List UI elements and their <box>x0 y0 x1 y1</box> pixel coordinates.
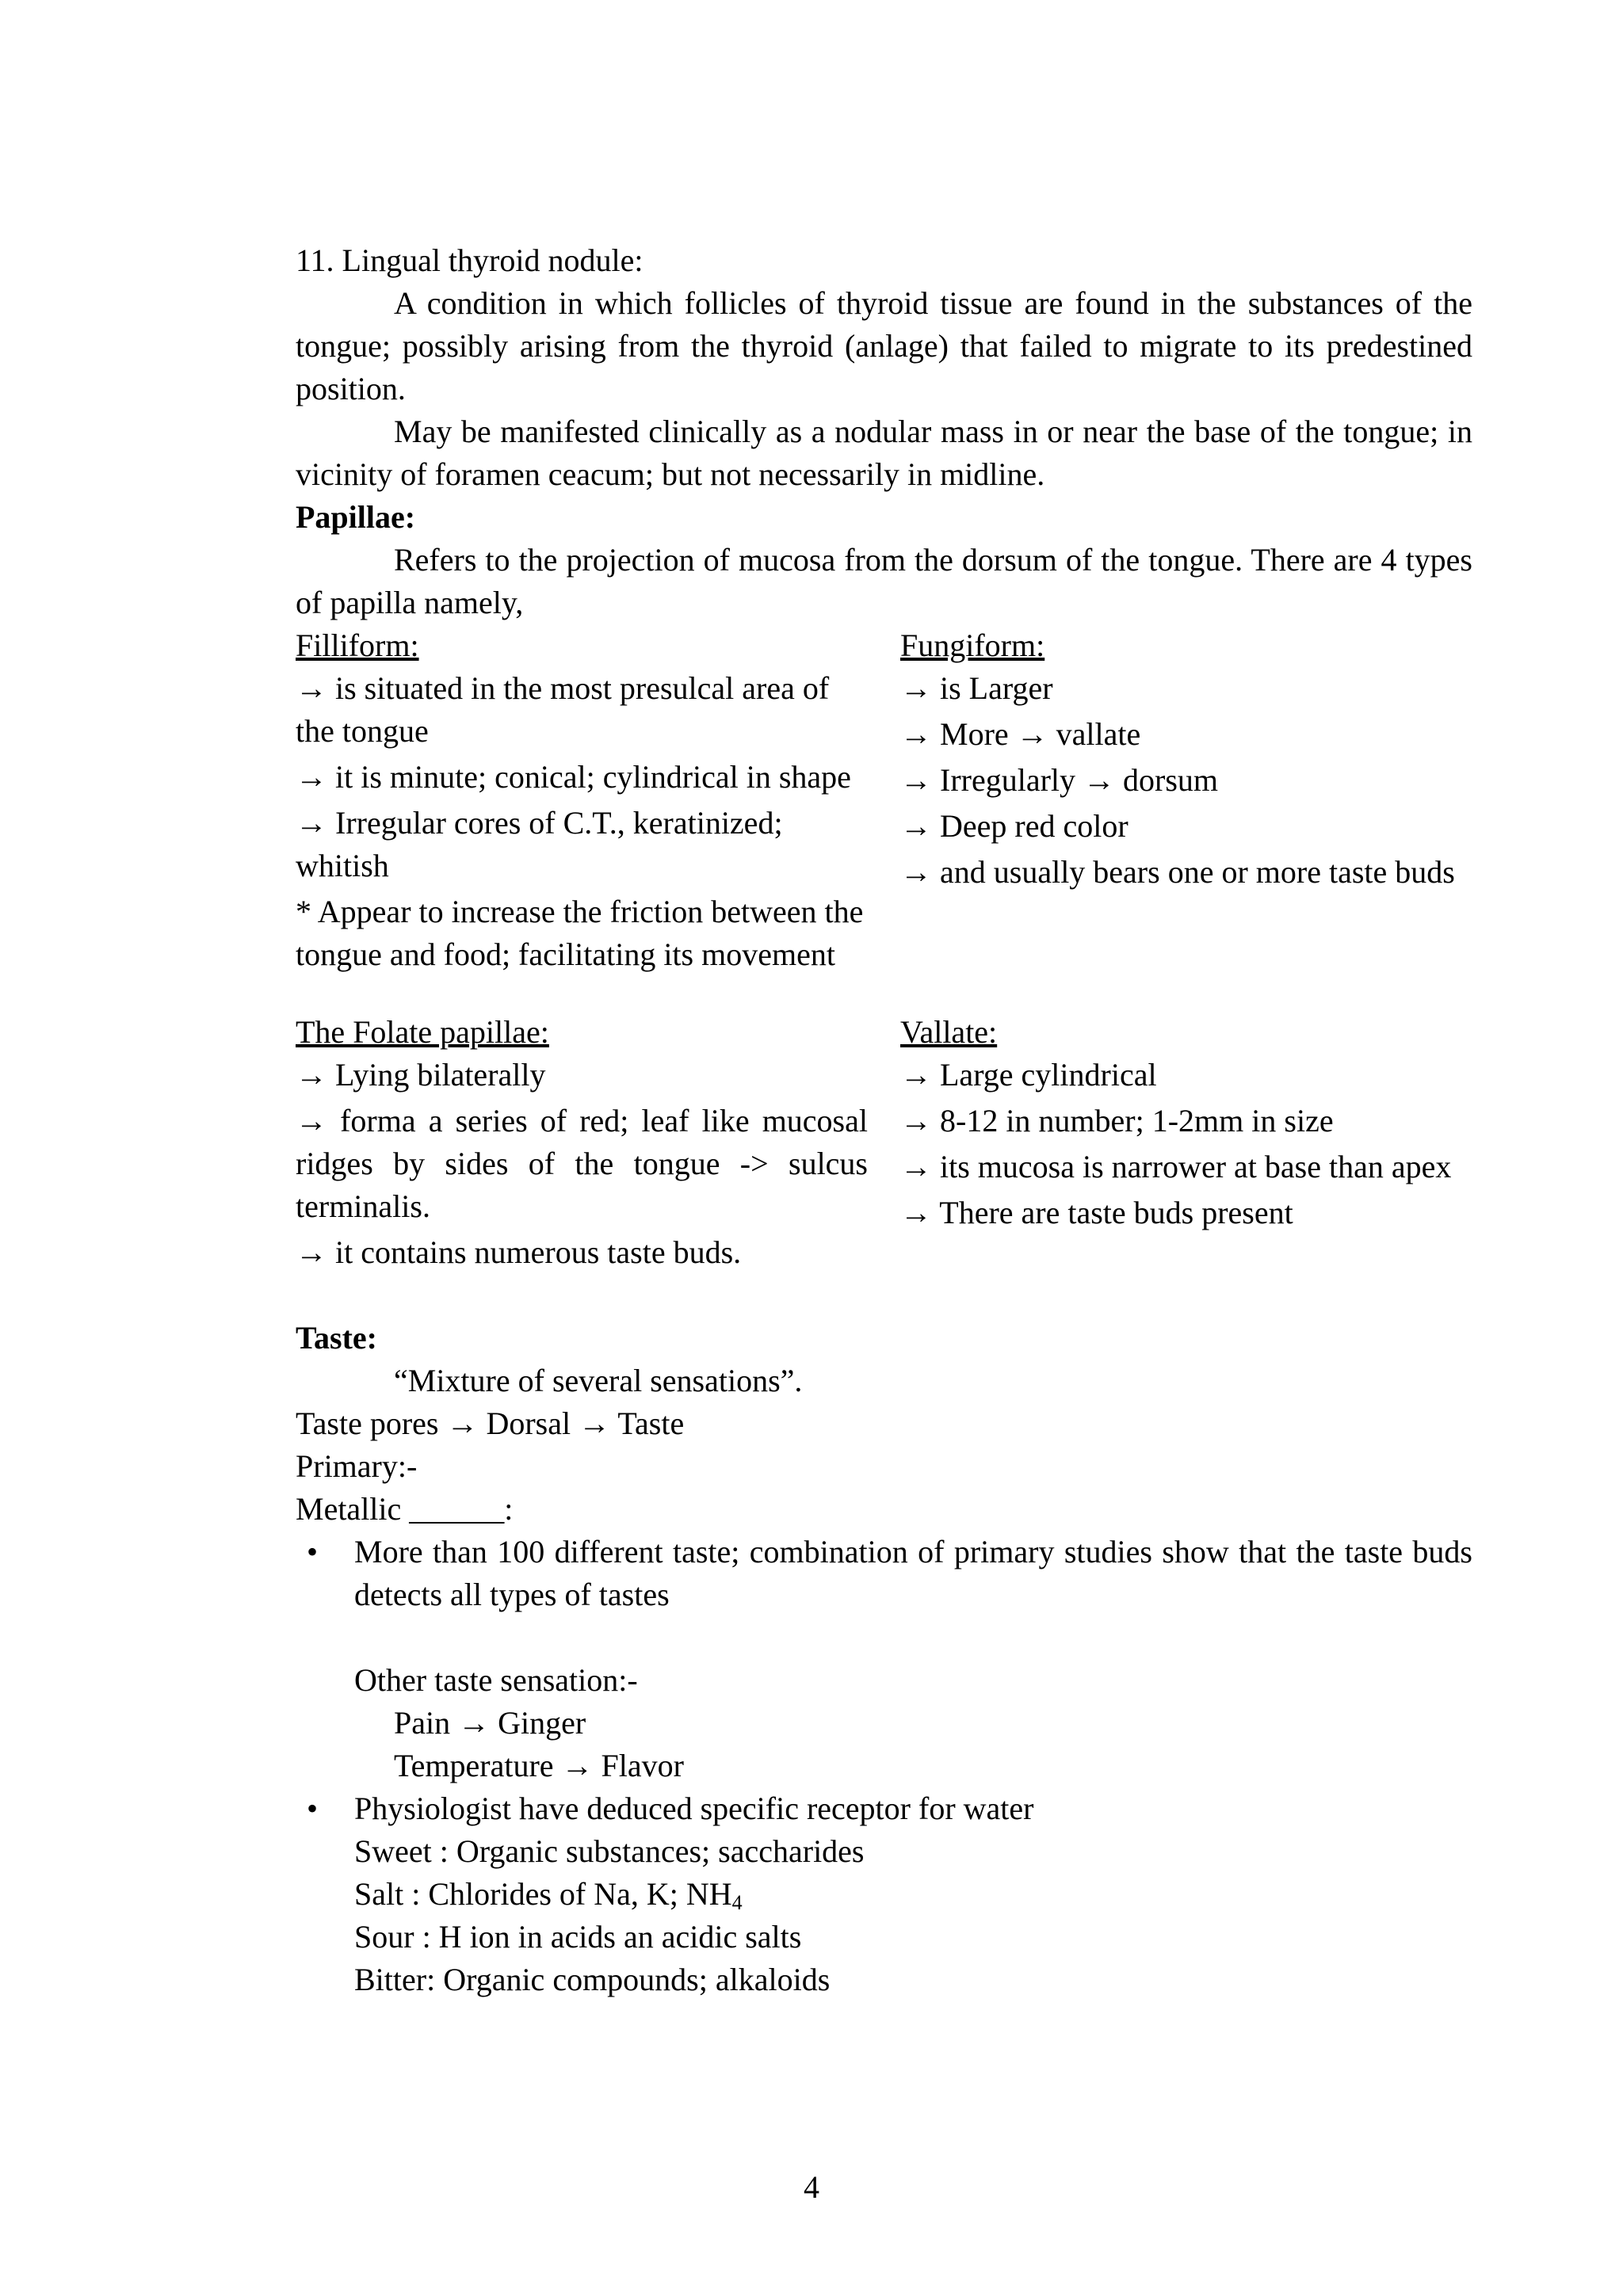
list-item: → Lying bilaterally <box>296 1057 546 1093</box>
text-line <box>354 1873 1472 1916</box>
list-item: → is Larger <box>900 670 1053 706</box>
text-line: Other taste sensation:- <box>354 1662 638 1698</box>
text-line: Metallic ______: <box>296 1491 514 1527</box>
bullet-icon: • <box>307 1791 319 1826</box>
column-title: Vallate: <box>900 1014 998 1050</box>
text-line: Sour : H ion in acids an acidic salts <box>354 1919 802 1955</box>
document-page <box>296 239 1472 2001</box>
text-line: Bitter: Organic compounds; alkaloids <box>354 1962 831 1997</box>
text-line: Sweet : Organic substances; saccharides <box>354 1833 865 1869</box>
paragraph: May be manifested clinically as a nodular mass in or near the base of the tongue; in vicinity of foramen ceacum; but not necessarily in midline. <box>296 414 1472 492</box>
text-line: Pain → Ginger <box>394 1705 586 1741</box>
list-item: → Irregularly → dorsum <box>900 762 1219 798</box>
column-title: Fungiform: <box>900 627 1045 663</box>
bullet-text: Physiologist have deduced specific receptor for water <box>354 1791 1034 1826</box>
text-line: Primary:- <box>296 1448 418 1484</box>
column-title: Filliform: <box>296 627 419 663</box>
list-item: → its mucosa is narrower at base than apex <box>900 1149 1452 1184</box>
paragraph: A condition in which follicles of thyroid tissue are found in the substances of the tongue; possibly arising from the thyroid (anlage) that failed to migrate to its predestined position. <box>296 285 1472 406</box>
list-item: → it is minute; conical; cylindrical in shape <box>296 759 851 795</box>
text-line: Taste pores → Dorsal → Taste <box>296 1405 685 1441</box>
bullet-icon: • <box>307 1534 319 1569</box>
note: * Appear to increase the friction between the tongue and food; facilitating its movement <box>296 894 864 972</box>
list-item: → 8-12 in number; 1-2mm in size <box>900 1103 1334 1138</box>
section-heading: Taste: <box>296 1320 377 1356</box>
list-item: → There are taste buds present <box>900 1195 1293 1230</box>
vallate-column <box>900 1011 1472 1277</box>
list-item: → More → vallate <box>900 716 1141 752</box>
column-title: The Folate papillae: <box>296 1014 549 1050</box>
bullet-list <box>296 1531 1472 2001</box>
section-heading: Papillae: <box>296 499 416 535</box>
list-item: → and usually bears one or more taste buds <box>900 854 1455 890</box>
papillae-columns-bottom <box>296 1011 1472 1277</box>
list-item: → it contains numerous taste buds. <box>296 1234 742 1270</box>
text-line: Temperature → Flavor <box>394 1748 684 1783</box>
fungiform-column <box>900 624 1472 976</box>
list-item <box>296 1531 1472 1787</box>
list-item: → Irregular cores of C.T., keratinized; whitish <box>296 805 783 883</box>
filliform-column <box>296 624 868 976</box>
bullet-text: More than 100 different taste; combination of primary studies show that the taste buds detects all types of tastes <box>354 1534 1472 1612</box>
page-number: 4 <box>804 2169 819 2205</box>
folate-column <box>296 1011 868 1277</box>
list-item: → Large cylindrical <box>900 1057 1157 1093</box>
list-item: → Deep red color <box>900 808 1128 844</box>
list-item: → is situated in the most presulcal area of the tongue <box>296 670 830 749</box>
subscript: 4 <box>731 1891 743 1914</box>
quote: “Mixture of several sensations”. <box>394 1363 803 1398</box>
list-item <box>296 1787 1472 2001</box>
section-heading: 11. Lingual thyroid nodule: <box>296 242 643 278</box>
salt-text: Salt : Chlorides of Na, K; NH <box>354 1876 732 1912</box>
list-item: → forma a series of red; leaf like mucosal ridges by sides of the tongue -> sulcus terminalis. <box>296 1103 868 1224</box>
paragraph: Refers to the projection of mucosa from the dorsum of the tongue. There are 4 types of papilla namely, <box>296 542 1472 620</box>
papillae-columns-top <box>296 624 1472 976</box>
